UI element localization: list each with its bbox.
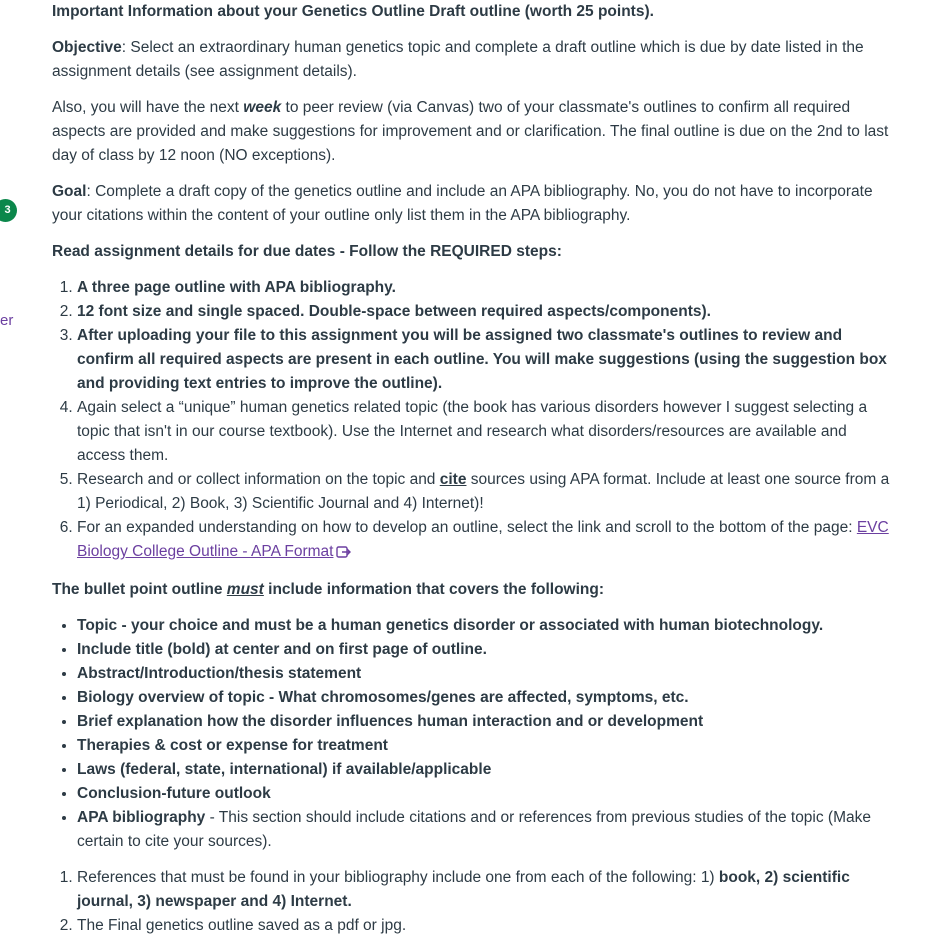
list-item: • Abstract/Introduction/thesis statement [77,662,897,686]
outline-requirements-list [52,614,897,854]
step-item: 4. Again select a “unique” human genetics related topic (the book has various disorders however I suggest selecting a topic that isn't in our course textbook). Use the Internet and research what disorders/resources are available and access them. [77,396,897,468]
step-item: 5. Research and or collect information on the topic and cite sources using APA format. Include at least one source from a 1) Periodical, 2) Book, 3) Scientific Journal and 4) Internet)! [77,468,897,516]
must-emphasis: must [226,581,264,598]
list-item: • APA bibliography - This section should include citations and or references from previous studies of the topic (Make certain to cite your sources). [77,806,897,854]
list-item: • Brief explanation how the disorder influences human interaction and or development [77,710,897,734]
list-item: • Therapies & cost or expense for treatment [77,734,897,758]
list-item: • Conclusion-future outlook [77,782,897,806]
step-item: 2. 12 font size and single spaced. Double-space between required aspects/components). [77,300,897,324]
goal-paragraph [52,180,897,228]
external-link-icon [336,542,352,566]
list-item: • Biology overview of topic - What chromosomes/genes are affected, symptoms, etc. [77,686,897,710]
assignment-content [52,0,897,950]
page-title: Important Information about your Genetics Outline Draft outline (worth 25 points). [52,3,654,20]
side-nav-fragment[interactable]: er [0,312,14,329]
step-badge: 3 [0,199,17,222]
required-steps-list [52,276,897,566]
objective-text: Select an extraordinary human genetics topic and complete a draft outline which is due by date listed in the assignment details (see assignment details). [52,39,864,80]
cite-emphasis: cite [439,471,467,488]
week-emphasis: week [243,99,282,116]
step-item: 3. After uploading your file to this assignment you will be assigned two classmate's outlines to review and confirm all required aspects are present in each outline. You will make suggestions (using the suggestion box and providing text entries to improve the outline). [77,324,897,396]
outline-format-link[interactable]: EVC Biology College Outline - APA Format [77,519,889,560]
required-steps-heading: Read assignment details for due dates - Follow the REQUIRED steps: [52,243,562,260]
list-item: • Laws (federal, state, international) if available/applicable [77,758,897,782]
bullet-outline-heading: The bullet point outline must include information that covers the following: [52,581,604,598]
left-gutter [0,0,40,935]
step-item: 6. For an expanded understanding on how to develop an outline, select the link and scroll to the bottom of the page: EVC Biology College Outline - APA Format [77,516,897,566]
step-item: 1. A three page outline with APA bibliography. [77,276,897,300]
goal-label: Goal [52,183,87,200]
objective-paragraph: Objective: Select an extraordinary human genetics topic and complete a draft outline which is due by date listed in the assignment details (see assignment details). [52,39,864,80]
list-item: • Topic - your choice and must be a human genetics disorder or associated with human biotechnology. [77,614,897,638]
objective-label: Objective [52,39,122,56]
list-item: 1. References that must be found in your bibliography include one from each of the following: 1) book, 2) scientific journal, 3) newspaper and 4) Internet. [77,866,897,914]
list-item: • Include title (bold) at center and on first page of outline. [77,638,897,662]
goal-text: : Complete a draft copy of the genetics outline and include an APA bibliography. No, you do not have to incorporate your citations within the content of your outline only list them in the APA bibliography. [52,183,873,224]
list-item: 2. The Final genetics outline saved as a pdf or jpg. [77,914,897,938]
peer-review-paragraph: Also, you will have the next week to peer review (via Canvas) two of your classmate's outlines to confirm all required aspects are provided and make suggestions for improvement and or clarification. The final outline is due on the 2nd to last day of class by 12 noon (NO exceptions). [52,99,889,164]
final-requirements-list [52,866,897,938]
